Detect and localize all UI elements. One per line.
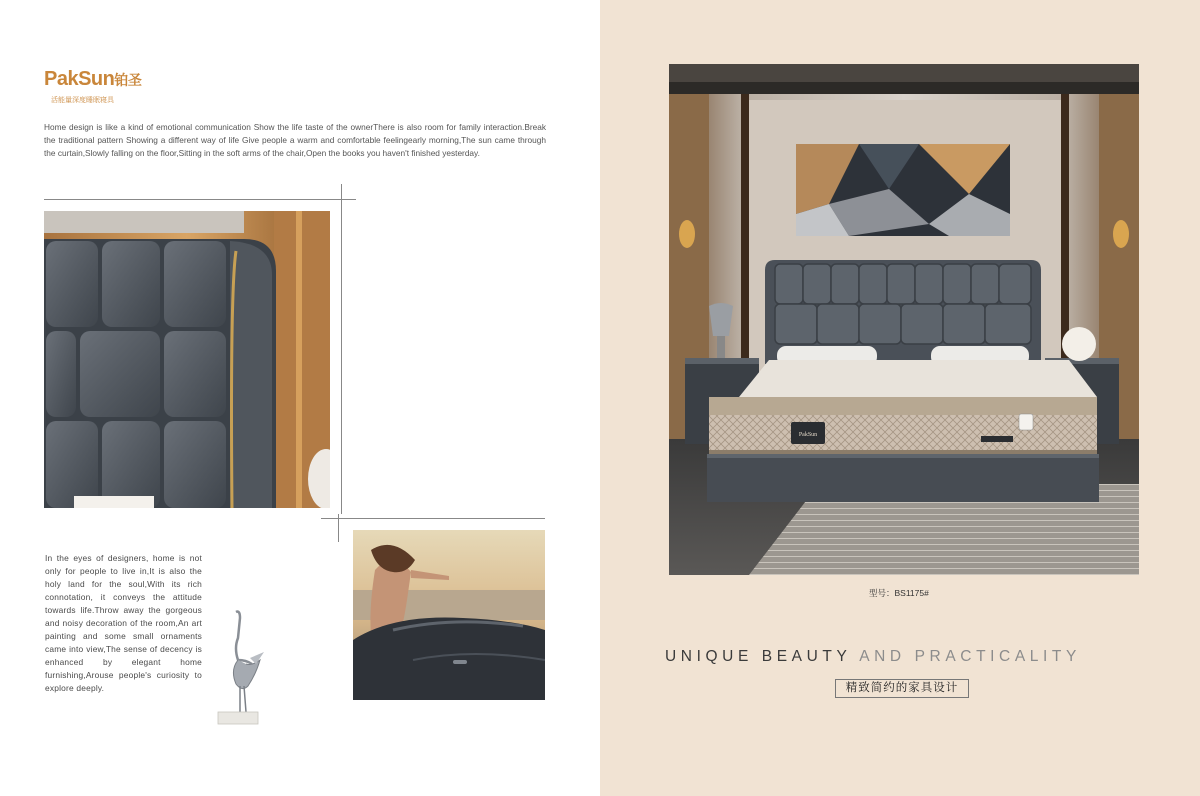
body-paragraph: In the eyes of designers, home is not only for people to live in,It is also the holy land for the soul,With its rich connotation, it conveys the attitude towards life.Throw away the gorgeous and noisy decoration of the room,An art painting and some small ornaments came into view,The sense of decency is enhanced by elegant home furnishing,Arouse people's curiosity to explore deeply. [45, 553, 202, 693]
right-page [600, 0, 1200, 796]
divider-line [44, 199, 356, 200]
logo-wordmark: PakSun铂圣 [44, 68, 142, 90]
divider-line [341, 184, 342, 514]
headline [665, 648, 1081, 666]
convertible-car-photo [353, 530, 545, 700]
mattress-brand-label: PakSun [798, 432, 818, 438]
bedroom-product-photo [669, 64, 1139, 575]
logo-tagline: 活能量深度睡眠寝具 [51, 97, 114, 104]
divider-line [321, 518, 545, 519]
subtitle-boxed: 精致简约的家具设计 [835, 679, 969, 698]
headline-dark-part: UNIQUE BEAUTY [665, 648, 852, 665]
headline-light-part: AND PRACTICALITY [859, 648, 1081, 665]
headboard-detail-photo [44, 211, 330, 508]
crane-sculpture-image [212, 608, 270, 726]
intro-paragraph: Home design is like a kind of emotional communication Show the life taste of the ownerThere is also room for family interaction.Break the traditional pattern Showing a different way of life Give people a warm and comfortable feelingearly morning,The sun came through the curtain,Slowly falling on the floor,Sitting in the soft arms of the chair,Open the books you haven't finished yesterday. [44, 122, 546, 158]
divider-line [338, 514, 339, 542]
brand-logo [44, 68, 154, 108]
model-number-caption: 型号：BS1175# [869, 588, 929, 598]
